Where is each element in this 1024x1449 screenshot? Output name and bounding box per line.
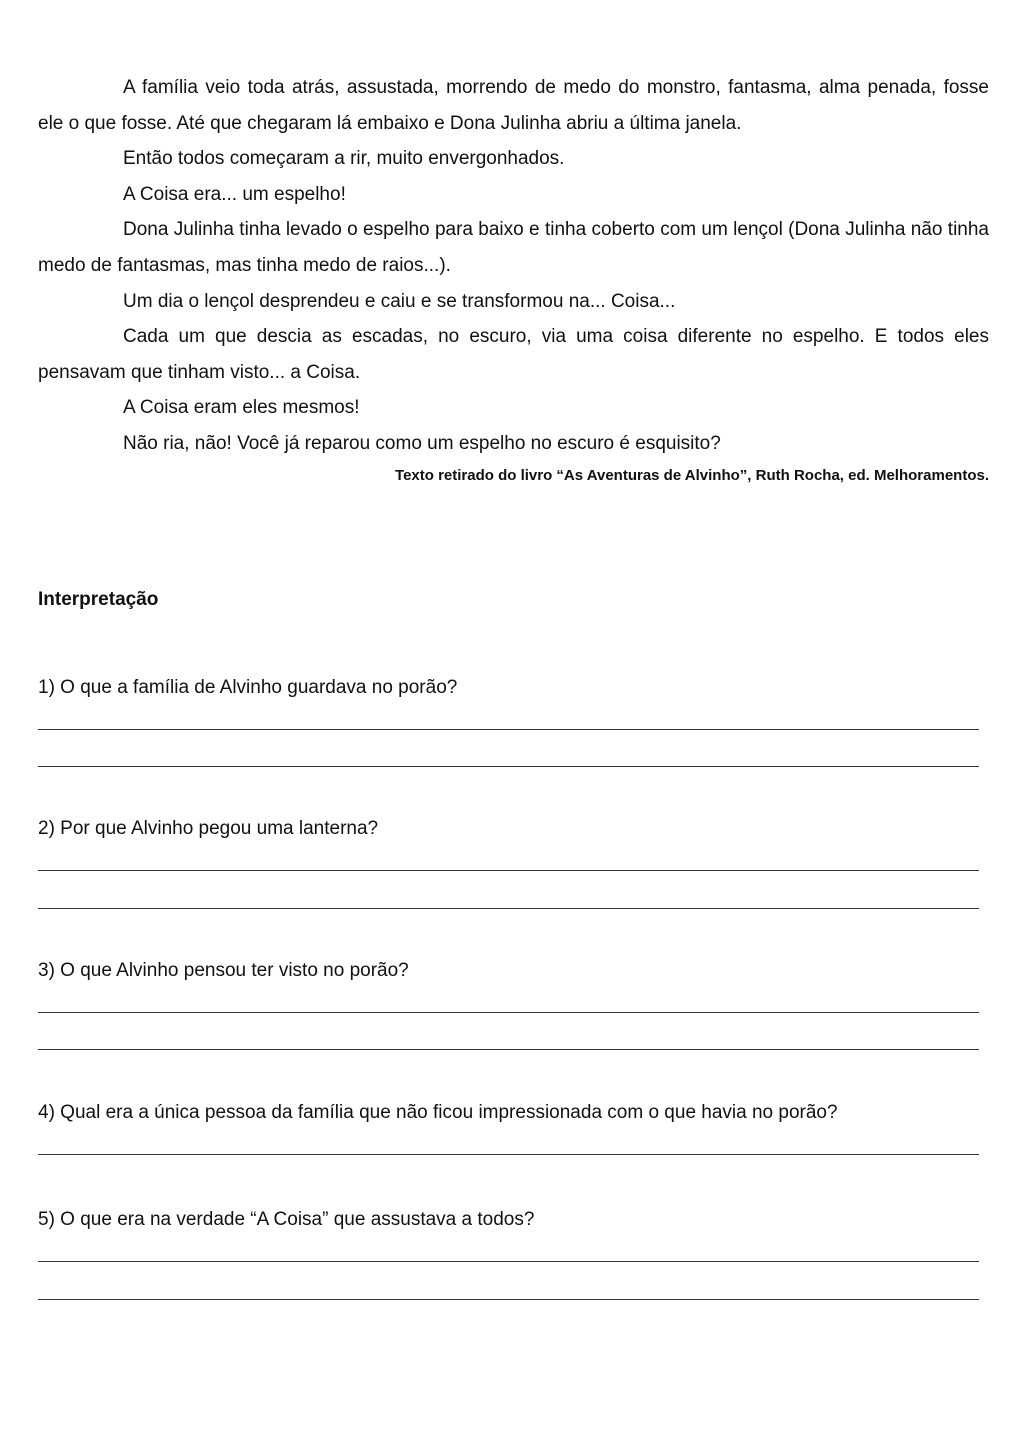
answer-line[interactable] xyxy=(38,1049,979,1050)
question-5: 5) O que era na verdade “A Coisa” que assustava a todos? xyxy=(38,1209,535,1230)
answer-line[interactable] xyxy=(38,1012,979,1013)
question-4: 4) Qual era a única pessoa da família que não ficou impressionada com o que havia no porão? xyxy=(38,1102,838,1123)
answer-line[interactable] xyxy=(38,766,979,767)
story-paragraph: Então todos começaram a rir, muito envergonhados. xyxy=(123,148,565,170)
story-paragraph: Um dia o lençol desprendeu e caiu e se transformou na... Coisa... xyxy=(123,290,676,312)
question-1: 1) O que a família de Alvinho guardava no porão? xyxy=(38,677,458,698)
story-paragraph: Dona Julinha tinha levado o espelho para baixo e tinha coberto com um lençol (Dona Julinha não tinha medo de fantasmas, mas tinha medo de raios...). xyxy=(38,219,989,276)
story-paragraph: A Coisa era... um espelho! xyxy=(123,183,346,205)
section-title: Interpretação xyxy=(38,589,159,610)
answer-line[interactable] xyxy=(38,908,979,909)
answer-line[interactable] xyxy=(38,870,979,871)
story-text xyxy=(38,70,989,462)
question-2: 2) Por que Alvinho pegou uma lanterna? xyxy=(38,818,379,839)
story-paragraph: A família veio toda atrás, assustada, morrendo de medo do monstro, fantasma, alma penada, fosse ele o que fosse. Até que chegaram lá embaixo e Dona Julinha abriu a última janela. xyxy=(38,77,989,134)
story-paragraph: Cada um que descia as escadas, no escuro, via uma coisa diferente no espelho. E todos eles pensavam que tinham visto... a Coisa. xyxy=(38,326,989,383)
answer-line[interactable] xyxy=(38,729,979,730)
source-citation: Texto retirado do livro “As Aventuras de Alvinho”, Ruth Rocha, ed. Melhoramentos. xyxy=(395,467,989,484)
story-paragraph: Não ria, não! Você já reparou como um espelho no escuro é esquisito? xyxy=(123,432,721,454)
question-3: 3) O que Alvinho pensou ter visto no porão? xyxy=(38,960,409,981)
story-paragraph: A Coisa eram eles mesmos! xyxy=(123,397,360,419)
answer-line[interactable] xyxy=(38,1299,979,1300)
answer-line[interactable] xyxy=(38,1261,979,1262)
answer-line[interactable] xyxy=(38,1154,979,1155)
